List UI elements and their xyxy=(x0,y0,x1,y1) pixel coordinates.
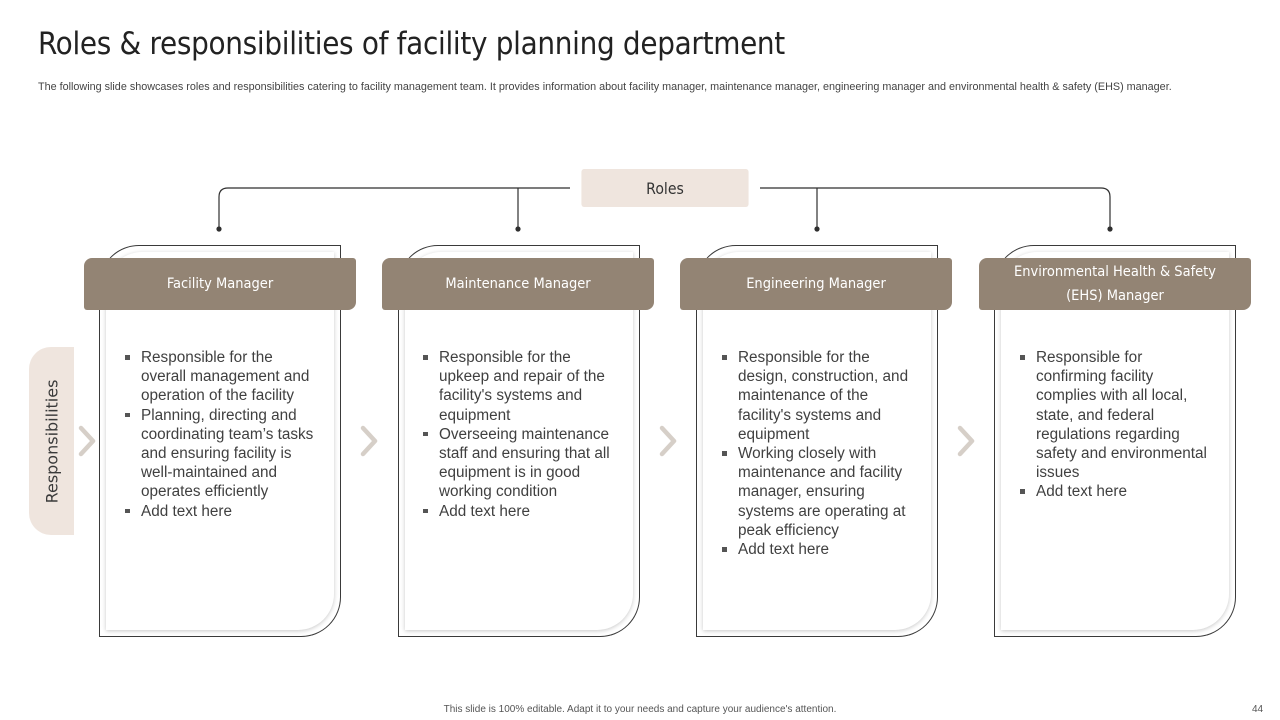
page-number: 44 xyxy=(1252,704,1264,715)
chevron-right-icon xyxy=(956,425,976,457)
list-item: Add text here xyxy=(719,540,919,559)
list-item: Working closely with maintenance and facility manager, ensuring systems are operating at peak efficiency xyxy=(719,444,919,540)
role-bullets-4 xyxy=(1017,348,1217,502)
list-item: Planning, directing and coordinating team’s tasks and ensuring facility is well-maintained and operates efficiently xyxy=(122,406,322,502)
role-bullets-3 xyxy=(719,348,919,559)
slide-subtitle: The following slide showcases roles and responsibilities catering to facility management team. It provides information about facility manager, maintenance manager, engineering manager and environmental health & safety (EHS) manager. xyxy=(38,81,1172,93)
connector-right xyxy=(760,188,1110,229)
connector-dot-2 xyxy=(515,226,520,231)
list-item: Responsible for the upkeep and repair of the facility's systems and equipment xyxy=(420,348,620,425)
responsibilities-label: Responsibilities xyxy=(42,379,61,503)
role-bullets-1 xyxy=(122,348,322,521)
list-item: Add text here xyxy=(122,502,322,521)
slide-title: Roles & responsibilities of facility planning department xyxy=(38,26,785,62)
chevron-right-icon xyxy=(77,425,97,457)
role-title-3: Engineering Manager xyxy=(746,276,886,292)
connector-dot-3 xyxy=(814,226,819,231)
footer-note: This slide is 100% editable. Adapt it to your needs and capture your audience's attention. xyxy=(443,704,837,715)
responsibilities-tab xyxy=(29,347,74,535)
role-header-1 xyxy=(84,258,356,310)
connector-left xyxy=(219,188,570,229)
chevron-right-icon xyxy=(658,425,678,457)
connector-dot-4 xyxy=(1107,226,1112,231)
role-bullets-2 xyxy=(420,348,620,521)
role-header-4 xyxy=(979,258,1251,310)
list-item: Add text here xyxy=(420,502,620,521)
list-item: Add text here xyxy=(1017,482,1217,501)
role-title-1: Facility Manager xyxy=(166,276,274,292)
chevron-right-icon xyxy=(359,425,379,457)
list-item: Responsible for the overall management and operation of the facility xyxy=(122,348,322,406)
list-item: Overseeing maintenance staff and ensuring that all equipment is in good working condition xyxy=(420,425,620,502)
role-title-2: Maintenance Manager xyxy=(445,276,591,292)
roles-label: Roles xyxy=(581,169,748,207)
role-header-3 xyxy=(680,258,952,310)
connector-dot-1 xyxy=(216,226,221,231)
list-item: Responsible for the design, construction, and maintenance of the facility's systems and equipment xyxy=(719,348,919,444)
list-item: Responsible for confirming facility complies with all local, state, and federal regulations regarding safety and environmental issues xyxy=(1017,348,1217,482)
role-header-2 xyxy=(382,258,654,310)
role-title-4: Environmental Health & Safety (EHS) Manager xyxy=(1013,264,1217,304)
